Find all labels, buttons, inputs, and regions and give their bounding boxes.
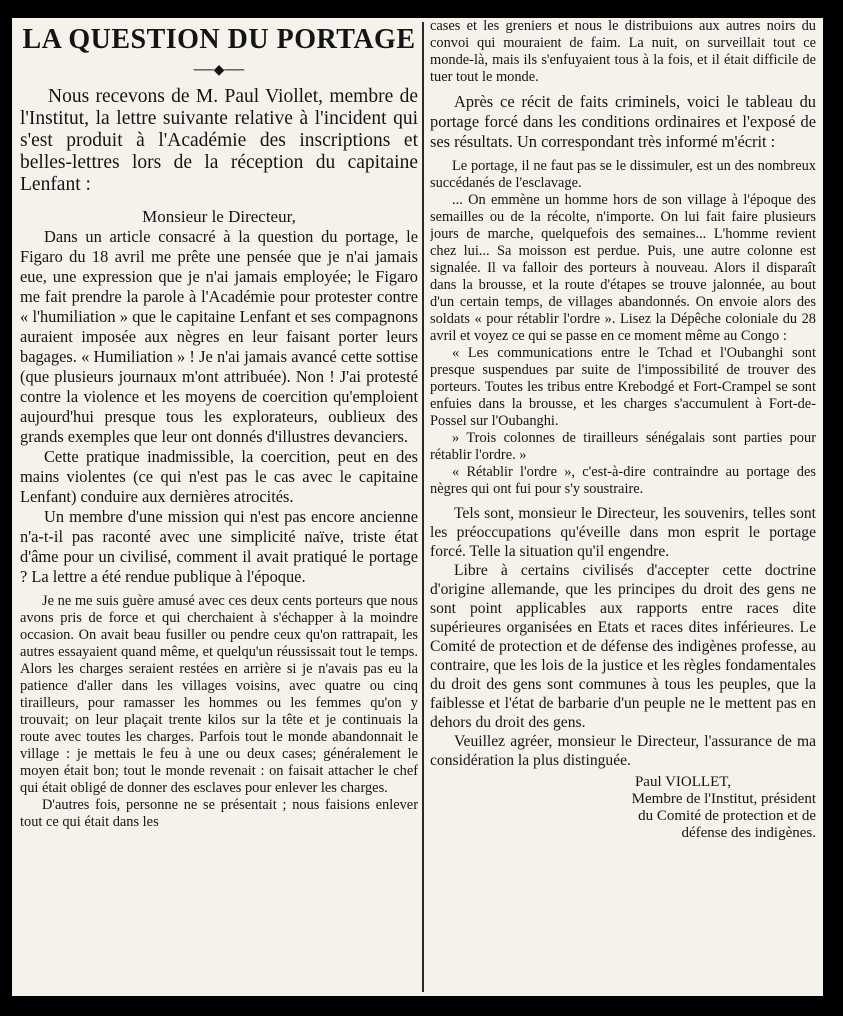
correspondent-quote: ... On emmène un homme hors de son village à l'époque des semailles ou de la récolte, n'importe. On lui fait faire plusieurs jours de marche, quelquefois des semaines... L'homme revient chez lui... Sa moisson est perdue. Puis, une autre colonne est signalée. Il va falloir des porteurs à nouveau. Alors il disparaît dans la brousse, et la route d'étapes se trouve jalonnée, au bout d'un certain temps, de villages abandonnés. On envoie alors des soldats « pour rétablir l'ordre ». Lisez la Dépêche coloniale du 28 avril et voyez ce qui se passe en ce moment même au Congo :: [430, 192, 816, 344]
title-ornament: ──◆──: [193, 63, 245, 78]
article-title: LA QUESTION DU PORTAGE: [22, 24, 416, 55]
signature-block: [430, 774, 816, 842]
signature-name: Paul VIOLLET,: [634, 774, 732, 790]
letter-paragraph: Cette pratique inadmissible, la coercition, peut en des mains violentes (ce qui n'est pas le cas avec le capitaine Lenfant) conduire aux dernières atrocités.: [20, 447, 418, 506]
left-column: [20, 18, 418, 996]
newspaper-clipping: [12, 18, 823, 996]
signature-title-line: défense des indigènes.: [681, 825, 816, 841]
letter-paragraph: Libre à certains civilisés d'accepter cette doctrine d'origine allemande, que les principes du droit des gens ne sont point applicables aux rapports entre races dite supérieures organisées en Etats et races dites inférieures. Le Comité de protection et de défense des indigènes professe, au contraire, que les lois de la justice et les règles fondamentales du droit des gens sont communes à tous les peuples, que la faiblesse et l'état de barbarie d'un peuple ne le mettent pas en dehors du droit des gens.: [430, 562, 816, 731]
letter-paragraph: Tels sont, monsieur le Directeur, les souvenirs, telles sont les préoccupations qu'éveille dans mon esprit le portage forcé. Telle la situation qu'il engendre.: [430, 505, 816, 560]
correspondent-quote: « Les communications entre le Tchad et l'Oubanghi sont presque suspendues par suite de l'impossibilité de trouver des porteurs. Toutes les tribus entre Krebodgé et Fort-Crampel se sont enfuies dans la brousse, et les charges s'accumulent à Fort-de-Possel sur l'Oubanghi.: [430, 345, 816, 429]
letter-closing: Veuillez agréer, monsieur le Directeur, l'assurance de ma considération la plus distinguée.: [430, 733, 816, 769]
signature-title-line: Membre de l'Institut, président: [631, 791, 816, 807]
quoted-account: D'autres fois, personne ne se présentait ; nous faisions enlever tout ce qui était dans les: [20, 797, 418, 830]
correspondent-quote: » Trois colonnes de tirailleurs sénégalais sont parties pour rétablir l'ordre. »: [430, 430, 816, 463]
letter-salutation: Monsieur le Directeur,: [142, 207, 296, 226]
letter-paragraph: Dans un article consacré à la question du portage, le Figaro du 18 avril me prête une pensée que je n'ai jamais eue, une expression que je n'ai jamais employée; le Figaro me fait prendre la parole à l'Académie pour protester contre « l'humiliation » que le capitaine Lenfant et ses compagnons auraient imposée aux nègres en leur faisant porter leurs bagages. « Humiliation » ! Je n'ai jamais avancé cette sottise (que plusieurs journaux m'ont attribuée). Non ! J'ai protesté contre la violence et les moyens de coercition qu'emploient aujourd'hui presque tous les explorateurs, oublieux des grands exemples que leur ont donnés d'illustres devanciers.: [20, 227, 418, 446]
correspondent-quote: Le portage, il ne faut pas se le dissimuler, est un des nombreux succédanés de l'esclavage.: [430, 158, 816, 191]
signature-title-line: du Comité de protection et de: [638, 808, 816, 824]
column-divider: [422, 22, 424, 992]
correspondent-quote: « Rétablir l'ordre », c'est-à-dire contraindre au portage des nègres qui ont fui pour s'y soustraire.: [430, 464, 816, 497]
right-column: [430, 18, 816, 996]
quoted-account: Je ne me suis guère amusé avec ces deux cents porteurs que nous avons pris de force et qui cherchaient à s'échapper à la moindre occasion. On avait beau fusiller ou pendre ceux qu'on rattrapait, les autres essayaient quand même, et quelqu'un réussissait tout le temps. Alors les charges seraient restées en arrière si je n'avais pas eu la patience d'aller dans les villages voisins, avec quatre ou cinq tirailleurs, pour ramasser les hommes ou les femmes qu'on y trouvait; on leur plaçait trente kilos sur la tête et je continuais la route avec toutes les charges. Parfois tout le monde abandonnait le village : je mettais le feu à une ou deux cases; généralement le moyen était bon; tout le monde revenait : on faisait attacher le chef qui était obligé de donner des esclaves pour enlever les charges.: [20, 593, 418, 796]
letter-paragraph: Un membre d'une mission qui n'est pas encore ancienne n'a-t-il pas raconté avec une simplicité naïve, triste état d'âme pour un civilisé, comment il avait pratiqué le portage ? La lettre a été rendue publique à l'époque.: [20, 507, 418, 586]
letter-paragraph: Après ce récit de faits criminels, voici le tableau du portage forcé dans les conditions ordinaires et l'exposé de ses résultats. Un correspondant très informé m'écrit :: [430, 92, 816, 151]
intro-paragraph: Nous recevons de M. Paul Viollet, membre de l'Institut, la lettre suivante relative à l'incident qui s'est produit à l'Académie des inscriptions et belles-lettres lors de la réception du capitaine Lenfant :: [20, 86, 418, 195]
quoted-account-end: cases et les greniers et nous le distribuions aux autres noirs du convoi qui mouraient de faim. La nuit, on surveillait tout ce monde-là, mais ils s'enfuyaient tous à la fois, et il était difficile de tuer tout le monde.: [430, 18, 816, 85]
